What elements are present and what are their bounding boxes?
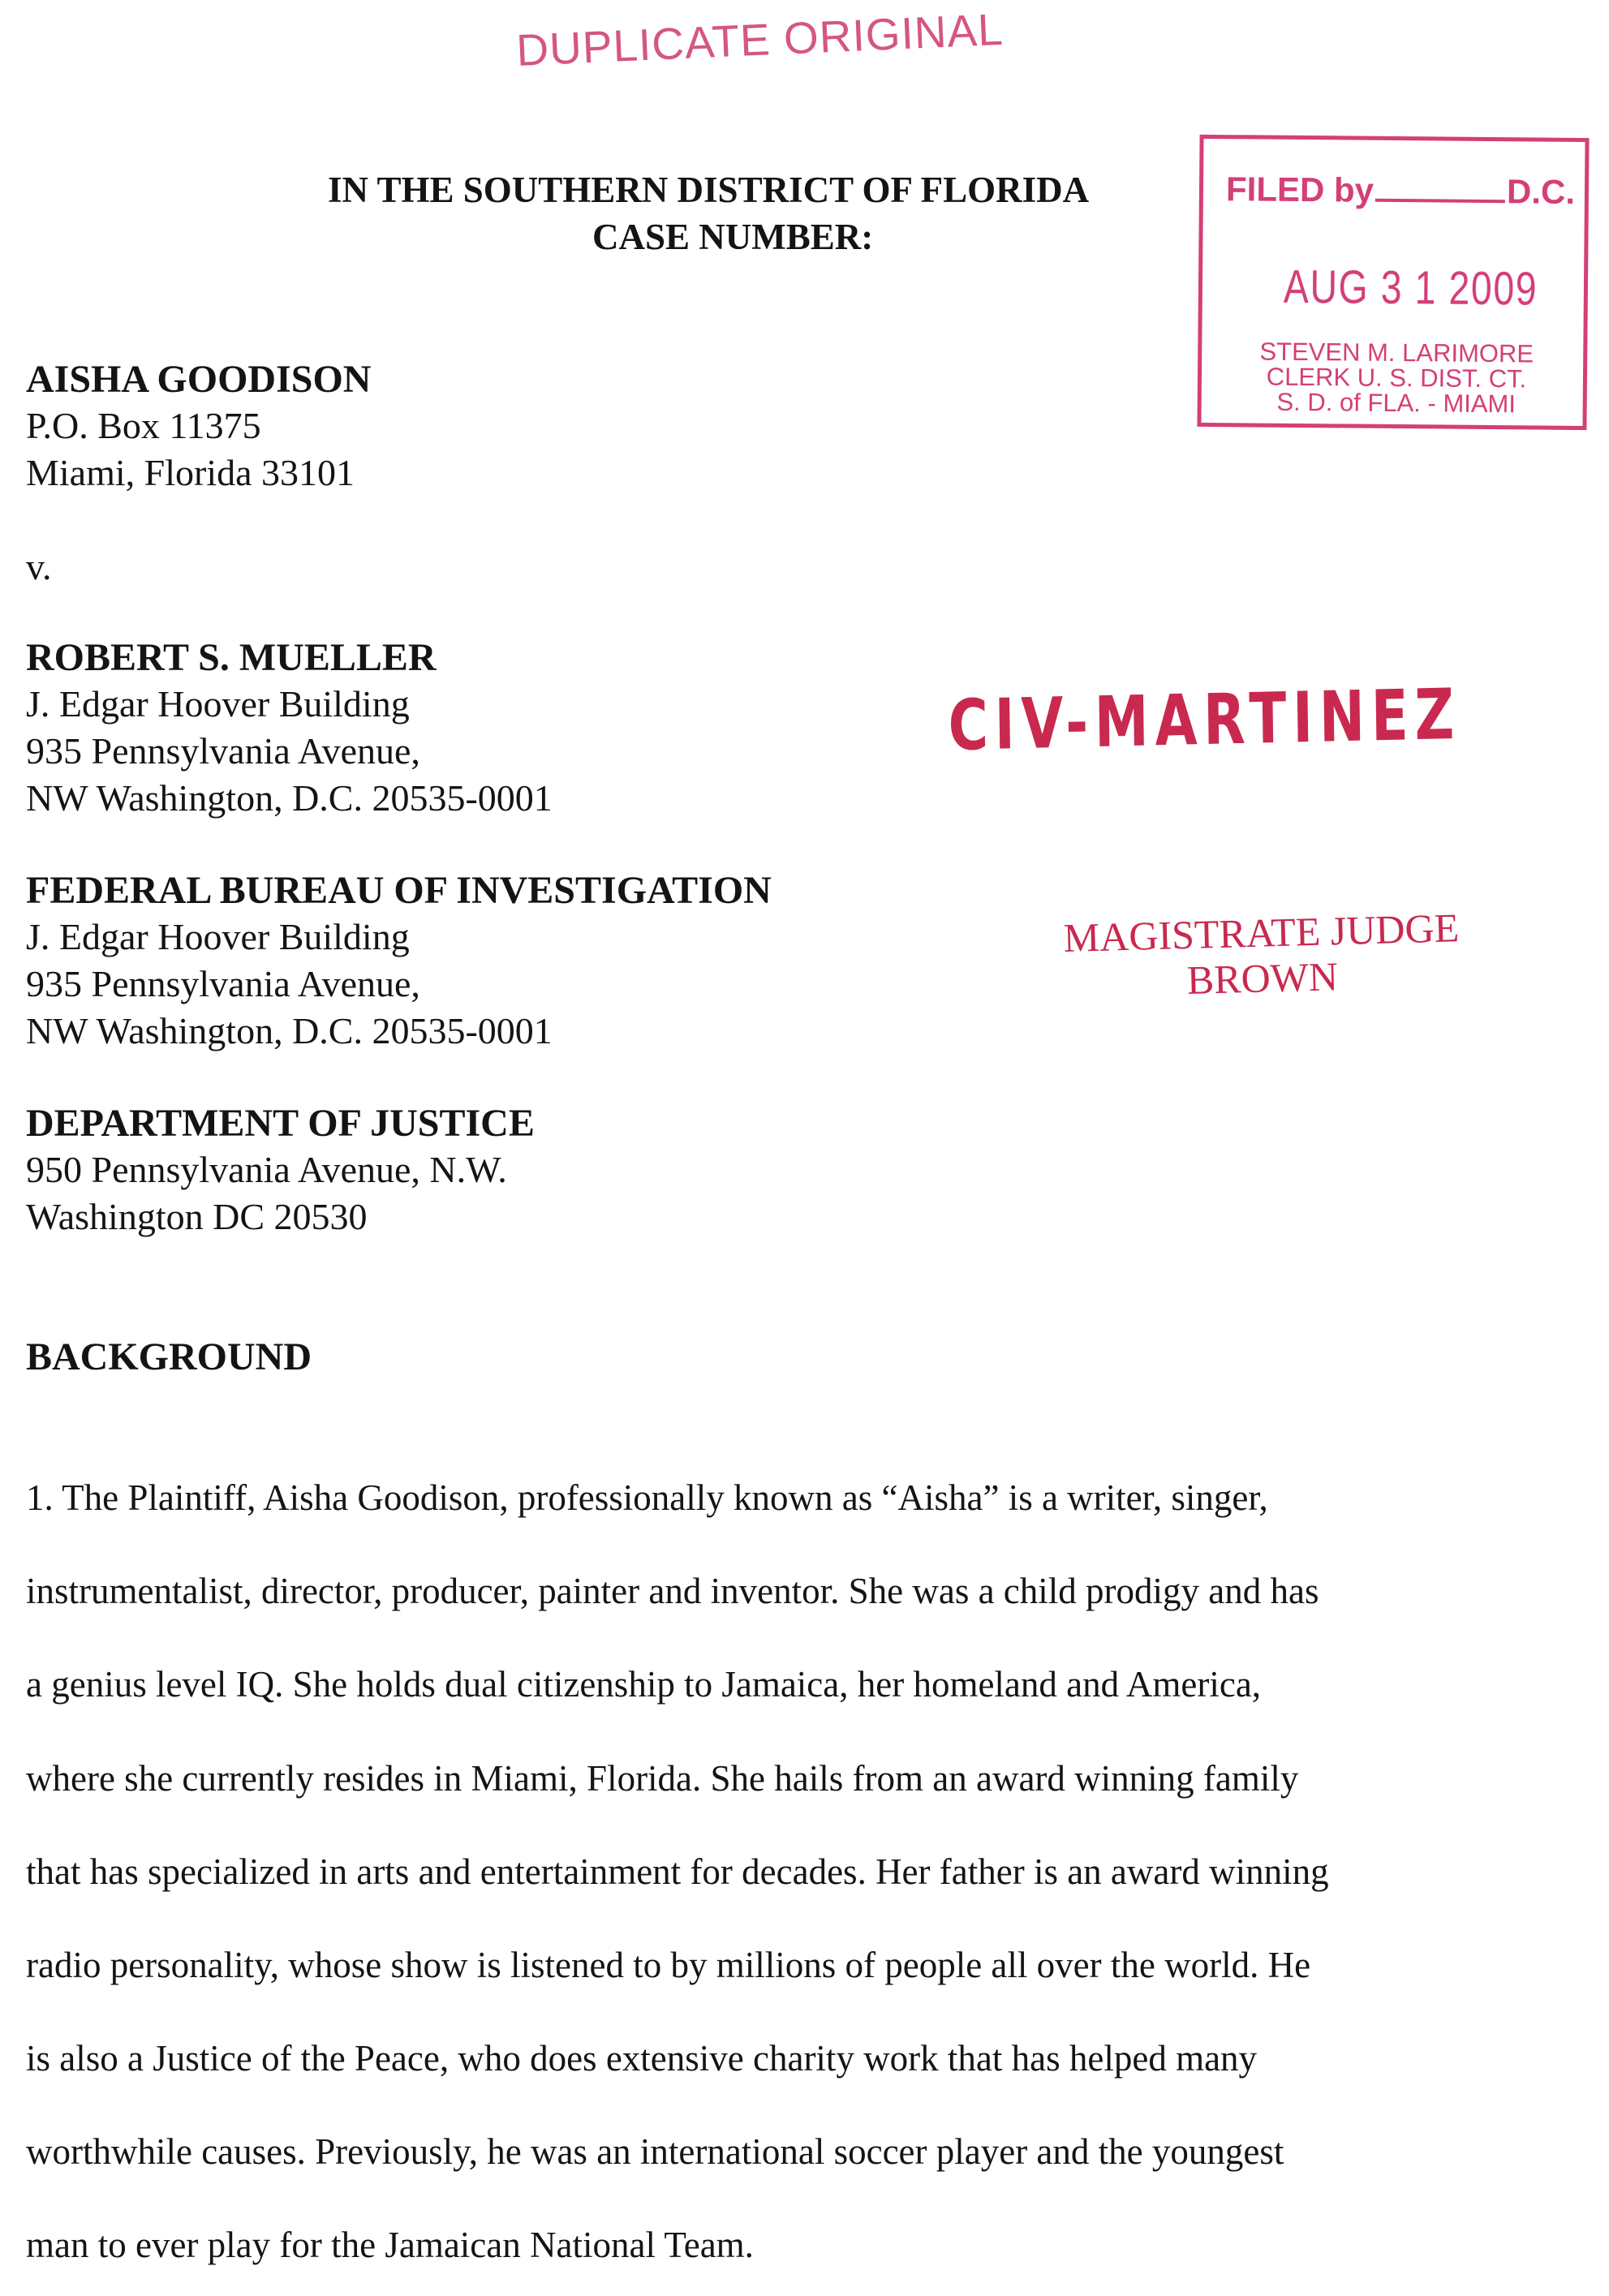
- defendant-address-line: 935 Pennsylvania Avenue,: [26, 963, 420, 1004]
- filed-by-line: [1226, 170, 1575, 212]
- plaintiff-address-line: Miami, Florida 33101: [26, 452, 355, 493]
- plaintiff-name: AISHA GOODISON: [26, 358, 372, 401]
- defendant-name: ROBERT S. MUELLER: [26, 636, 437, 679]
- defendant-address-line: Washington DC 20530: [26, 1196, 368, 1237]
- paragraph-line: a genius level IQ. She holds dual citizenship to Jamaica, her homeland and America,: [26, 1664, 1262, 1705]
- paragraph-line: man to ever play for the Jamaican National Team.: [26, 2225, 754, 2265]
- duplicate-original-stamp: DUPLICATE ORIGINAL: [515, 3, 1005, 75]
- versus: v.: [26, 546, 52, 587]
- magistrate-judge-stamp: [1063, 905, 1461, 1006]
- magistrate-line: MAGISTRATE JUDGE: [1063, 905, 1460, 961]
- plaintiff-address-line: P.O. Box 11375: [26, 405, 261, 446]
- court-heading: IN THE SOUTHERN DISTRICT OF FLORIDA: [328, 170, 1090, 210]
- defendant-address-line: J. Edgar Hoover Building: [26, 916, 410, 957]
- case-number-label: CASE NUMBER:: [592, 217, 874, 257]
- clerk-block: [1234, 337, 1560, 419]
- filed-dc-label: D.C.: [1506, 172, 1576, 211]
- paragraph-line: where she currently resides in Miami, Florida. She hails from an award winning family: [26, 1758, 1299, 1799]
- defendant-name: FEDERAL BUREAU OF INVESTIGATION: [26, 869, 772, 912]
- clerk-line: S. D. of FLA. - MIAMI: [1276, 387, 1517, 419]
- paragraph-line: instrumentalist, director, producer, painter and inventor. She was a child prodigy and has: [26, 1571, 1319, 1611]
- paragraph-line: is also a Justice of the Peace, who does extensive charity work that has helped many: [26, 2038, 1258, 2079]
- defendant-address-line: 935 Pennsylvania Avenue,: [26, 730, 420, 772]
- filed-stamp: [1197, 135, 1589, 430]
- paragraph-line: worthwhile causes. Previously, he was an international soccer player and the youngest: [26, 2131, 1284, 2172]
- defendant-address-line: 950 Pennsylvania Avenue, N.W.: [26, 1149, 507, 1190]
- section-heading: BACKGROUND: [26, 1335, 312, 1378]
- clerk-line: STEVEN M. LARIMORE: [1259, 337, 1534, 368]
- magistrate-name: BROWN: [1186, 953, 1339, 1004]
- clerk-line: CLERK U. S. DIST. CT.: [1266, 362, 1527, 393]
- defendant-name: DEPARTMENT OF JUSTICE: [26, 1102, 535, 1145]
- filed-by-blank: [1375, 199, 1505, 203]
- paragraph-line: that has specialized in arts and entertainment for decades. Her father is an award winning: [26, 1851, 1329, 1892]
- defendant-address-line: NW Washington, D.C. 20535-0001: [26, 777, 553, 819]
- civ-martinez-stamp: CIV-MARTINEZ: [948, 673, 1461, 767]
- paragraph-line: 1. The Plaintiff, Aisha Goodison, professionally known as “Aisha” is a writer, singer,: [26, 1477, 1268, 1518]
- filed-by-label: FILED by: [1225, 170, 1375, 209]
- defendant-address-line: J. Edgar Hoover Building: [26, 683, 410, 724]
- paragraph-line: radio personality, whose show is listened to by millions of people all over the world. He: [26, 1945, 1311, 1985]
- defendant-address-line: NW Washington, D.C. 20535-0001: [26, 1010, 553, 1051]
- filed-date: AUG 3 1 2009: [1283, 260, 1538, 316]
